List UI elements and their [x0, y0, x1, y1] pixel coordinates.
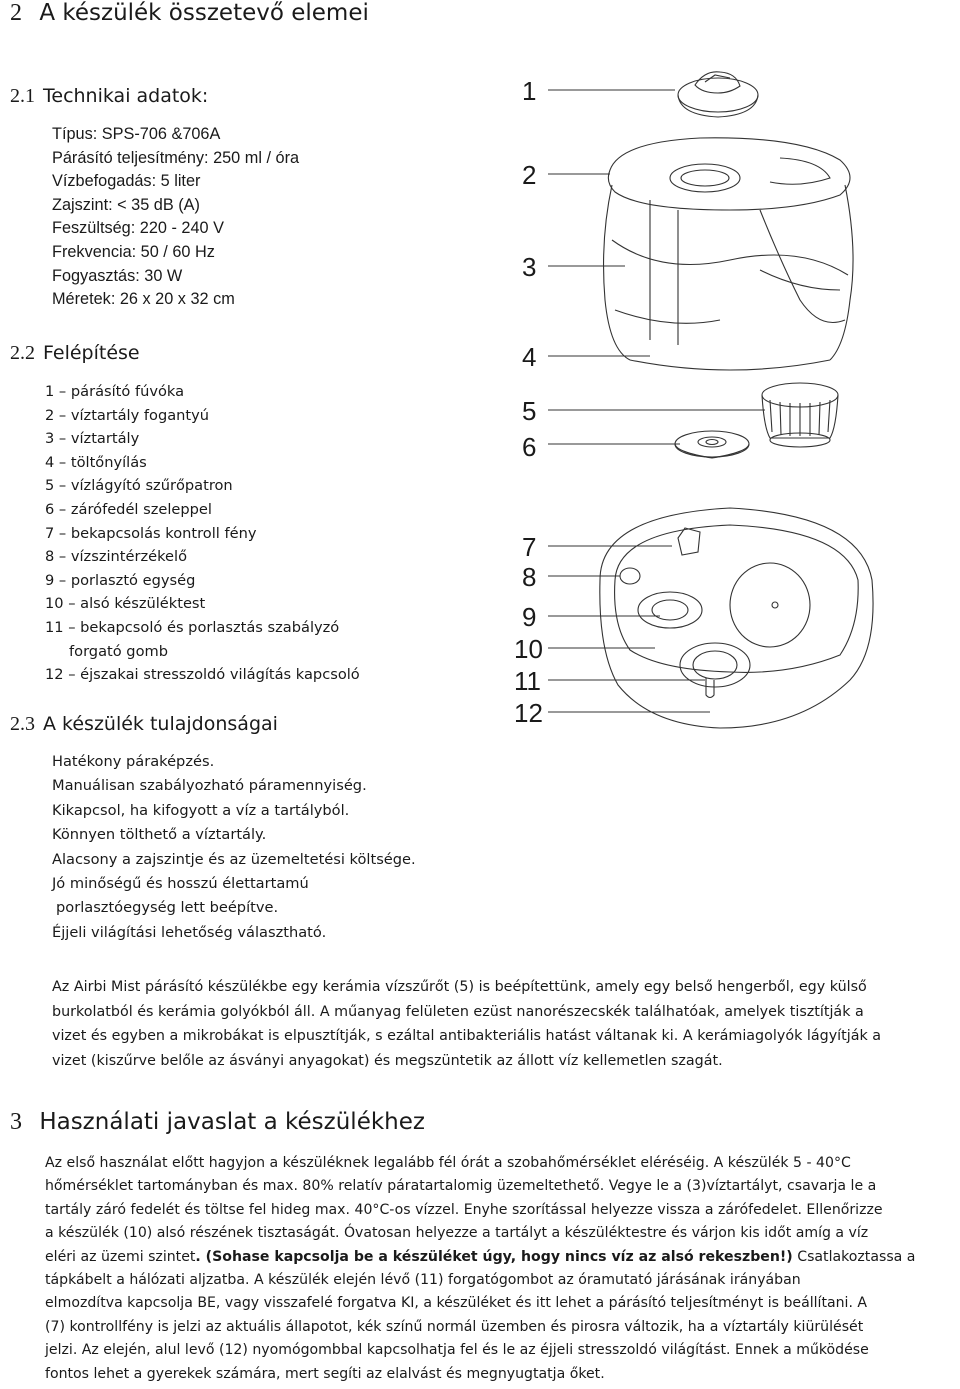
usage-line: elmozdítva kapcsolja BE, vagy visszafelé forgatva KI, a készüléket és itt lehet a párásító teljesítményt is beállítani. A — [45, 1295, 868, 1312]
usage-line: hőmérséklet tartományban és max. 80% relatív páratartalomig üzemeltethető. Vegye le a (3)víztartályt, csavarja le a — [45, 1178, 877, 1195]
callout-11: 11 — [514, 666, 541, 696]
callout-7: 7 — [522, 532, 537, 562]
callout-4: 4 — [522, 342, 537, 372]
part-item: 4 – töltőnyílás — [45, 453, 147, 471]
build-number: 2.2 — [10, 342, 35, 364]
props-number: 2.3 — [10, 713, 35, 735]
usage-line — [45, 1246, 957, 1269]
props-title: A készülék tulajdonságai — [43, 713, 278, 735]
night-light-button — [706, 678, 714, 698]
spec-output: Párásító teljesítmény: 250 ml / óra — [52, 148, 300, 167]
part-item: 8 – vízszintérzékelő — [45, 548, 188, 566]
base-body — [600, 508, 873, 728]
feature-item: Jó minőségű és hosszú élettartamú — [52, 875, 309, 893]
usage-line: Az első használat előtt hagyjon a készüléknek legalább fél órát a szobahőmérséklet eléréséig. A készülék 5 - 40°C — [45, 1155, 851, 1171]
feature-item-continuation: porlasztóegység lett beépítve. — [56, 899, 279, 917]
build-heading — [10, 341, 140, 365]
filter-line: vizet (kiszűrve belőle az ásványi anyagokat) és megszüntetik az állott víz kellemetlen szagát. — [52, 1052, 723, 1069]
water-tank — [604, 138, 854, 370]
part-item: 1 – párásító fúvóka — [45, 383, 185, 400]
spec-power: Fogyasztás: 30 W — [52, 266, 183, 285]
usage-line: fontos lehet a gyerekek számára, mert segíti az elalvást és megnyugtatja őket. — [45, 1365, 605, 1382]
props-heading — [10, 712, 278, 736]
part-item-continuation: forgató gomb — [69, 642, 168, 660]
usage-warning: . (Sohase kapcsolja be a készüléket úgy, hogy nincs víz az alsó rekeszben!) — [195, 1248, 793, 1265]
spec-voltage: Feszültség: 220 - 240 V — [52, 219, 224, 238]
usage-line: a készülék (10) alsó részének tisztaságát. Óvatosan helyezze a tartályt a készüléktestre és várjon kis időt amíg a víz — [45, 1225, 869, 1242]
part-item: 6 – zárófedél szeleppel — [45, 500, 212, 518]
part-item: 11 – bekapcsoló és porlasztás szabályzó — [45, 618, 340, 636]
usage-line: jelzi. Az elején, alul levő (12) nyomógombbal kapcsolhatja fel és le az éjjeli stresszoldó világítást. Ennek a működése — [45, 1342, 869, 1359]
usage-text: Csatlakoztassa a — [792, 1248, 916, 1265]
filter-line: vizet és egyben a mikrobákat is elpusztítják, s ezáltal antibakteriális hatást váltanak ki. A kerámiagolyók lágyítják a — [52, 1028, 882, 1044]
part-item: 12 – éjszakai stresszoldó világítás kapcsoló — [45, 666, 360, 684]
usage-line: (7) kontrollfény is jelzi az aktuális állapotot, kék színű normál üzemben és pirosra változik, ha a víztartály kiürülését — [45, 1318, 864, 1335]
spec-type: Típus: SPS-706 &706A — [52, 125, 221, 143]
parts-list — [45, 380, 360, 687]
usage-paragraph — [45, 1152, 957, 1386]
tech-title: Technikai adatok: — [43, 85, 209, 107]
level-sensor — [620, 568, 640, 584]
spec-frequency: Frekvencia: 50 / 60 Hz — [52, 242, 215, 261]
callout-8: 8 — [522, 562, 537, 592]
section-3-title: Használati javaslat a készülékhez — [39, 1109, 425, 1135]
spec-dimensions: Méretek: 26 x 20 x 32 cm — [52, 290, 235, 309]
feature-item: Alacsony a zajszintje és az üzemeltetési költsége. — [52, 850, 416, 868]
part-item: 5 – vízlágyító szűrőpatron — [45, 477, 233, 495]
part-item: 10 – alsó készüléktest — [45, 595, 206, 613]
section-3-heading — [10, 1108, 425, 1136]
section-2-heading — [10, 0, 369, 27]
usage-line: tápkábelt a hálózati aljzatba. A készülék elején lévő (11) forgatógombot az óramutató járásának irányában — [45, 1272, 801, 1289]
feature-item: Hatékony páraképzés. — [52, 753, 215, 770]
part-item: 2 – víztartály fogantyú — [45, 406, 210, 424]
callout-2: 2 — [522, 160, 537, 190]
spec-capacity: Vízbefogadás: 5 liter — [52, 172, 201, 191]
indicator-light — [678, 528, 700, 555]
tech-heading — [10, 84, 208, 108]
filter-paragraph — [52, 975, 952, 1073]
feature-item: Manuálisan szabályozható páramennyiség. — [52, 777, 367, 795]
callout-9: 9 — [522, 602, 537, 632]
section-3-number: 3 — [10, 1109, 22, 1135]
callout-12: 12 — [514, 698, 543, 728]
callout-10: 10 — [514, 634, 543, 664]
callout-3: 3 — [522, 252, 537, 282]
part-item: 7 – bekapcsolás kontroll fény — [45, 524, 257, 542]
part-item: 9 – porlasztó egység — [45, 571, 196, 589]
usage-line: tartály záró fedelét és töltse fel hideg max. 40°C-os vízzel. Enyhe szorítással helyezze vissza a zárófedelet. Ellenőrizze — [45, 1201, 883, 1218]
part-item: 3 – víztartály — [45, 430, 140, 448]
humidifier-exploded-diagram — [500, 60, 960, 740]
build-title: Felépítése — [43, 342, 140, 364]
filter-line: burkolatból és kerámia golyókból áll. A műanyag felületen ezüst nanorészecskék találhatóak, amelyek tisztítják a — [52, 1003, 864, 1020]
mist-nozzle — [678, 72, 758, 117]
control-knob — [680, 643, 750, 687]
feature-item: Éjjeli világítási lehetőség választható. — [52, 923, 327, 941]
tech-spec-list — [52, 123, 299, 312]
filter-line: Az Airbi Mist párásító készülékbe egy kerámia vízszűrőt (5) is beépítettünk, amely egy belső hengerből, egy külső — [52, 979, 867, 995]
callout-5: 5 — [522, 396, 537, 426]
usage-text: eléri az üzemi szintet — [45, 1248, 196, 1265]
tech-number: 2.1 — [10, 85, 35, 107]
section-2-title: A készülék összetevő elemei — [39, 0, 369, 26]
section-2-number: 2 — [10, 0, 22, 26]
feature-item: Kikapcsol, ha kifogyott a víz a tartályból. — [52, 801, 350, 819]
callout-6: 6 — [522, 432, 537, 462]
filter-cartridge — [762, 383, 838, 447]
spec-noise: Zajszint: < 35 dB (A) — [52, 195, 200, 214]
valve-cap — [675, 431, 749, 458]
callout-1: 1 — [522, 76, 537, 106]
feature-item: Könnyen tölthető a víztartály. — [52, 826, 267, 844]
feature-list — [52, 750, 416, 945]
